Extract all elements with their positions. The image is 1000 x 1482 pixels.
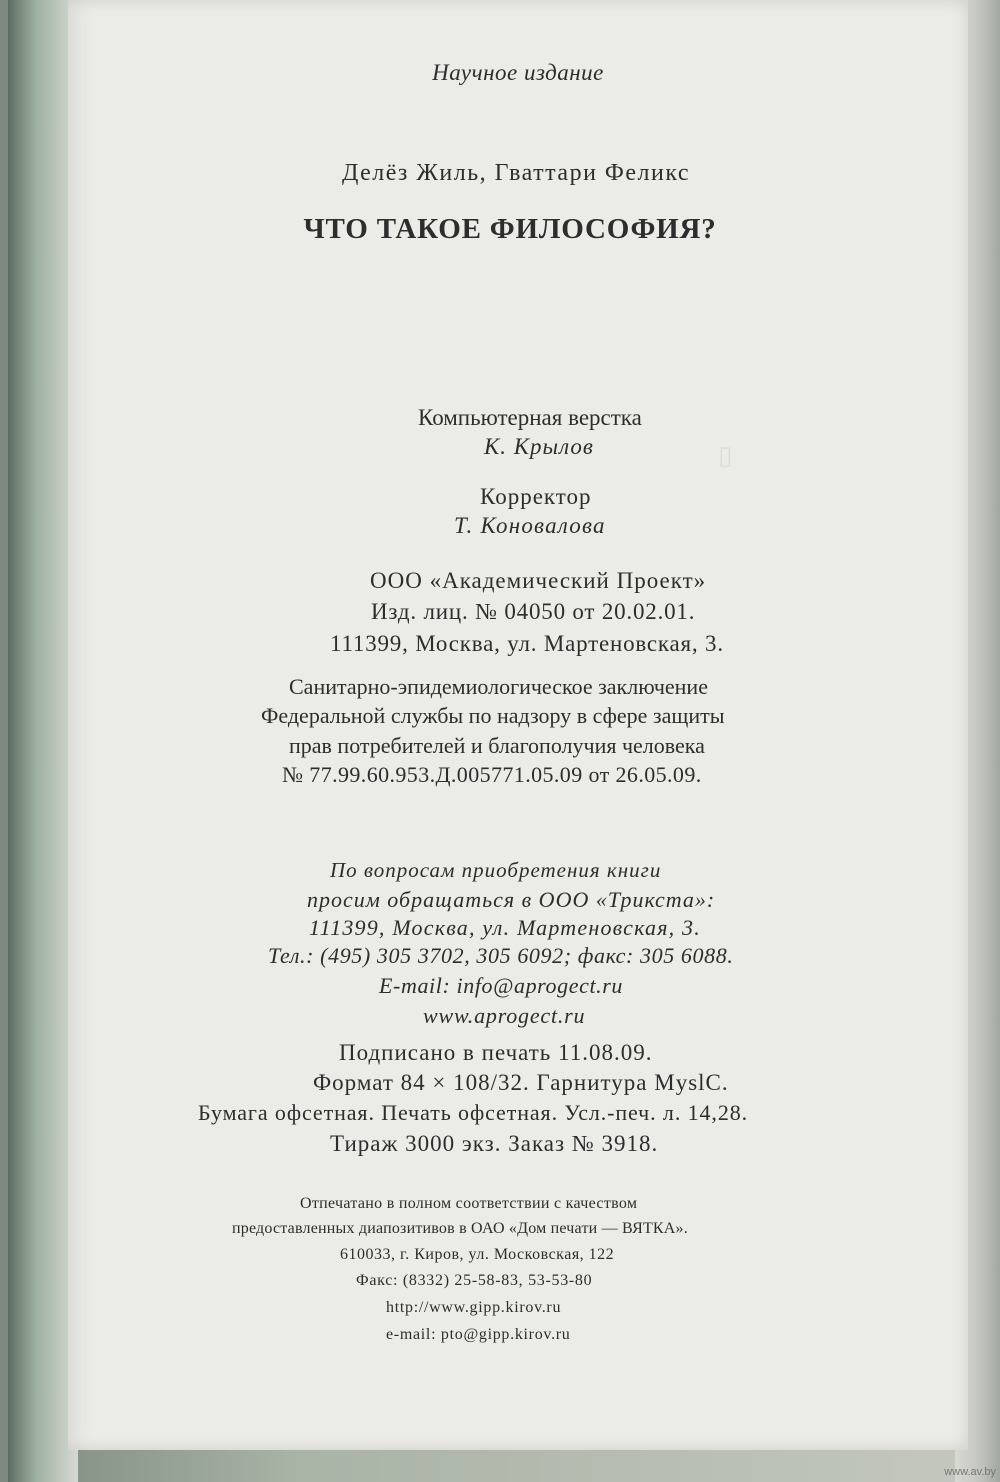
print-circulation: Тираж 3000 экз. Заказ № 3918. [330,1131,659,1156]
print-paper: Бумага офсетная. Печать офсетная. Усл.-печ. л. 14,28. [198,1100,749,1125]
publisher-name: ООО «Академический Проект» [370,568,707,593]
sanitary-line-4: № 77.99.60.953.Д.005771.05.09 от 26.05.09. [282,762,702,787]
printer-fax: Факс: (8332) 25-58-83, 53-53-80 [356,1272,593,1289]
printer-line-2: предоставленных диапозитивов в ОАО «Дом печати — ВЯТКА». [232,1220,688,1237]
authors: Делёз Жиль, Гваттари Феликс [341,160,691,186]
layout-credit-role: Компьютерная верстка [418,405,642,430]
colophon-page [68,0,968,1450]
purchase-website[interactable]: www.aprogect.ru [423,1003,586,1028]
purchase-email[interactable]: E-mail: info@aprogect.ru [379,973,624,998]
printer-address: 610033, г. Киров, ул. Московская, 122 [340,1246,615,1263]
printer-website[interactable]: http://www.gipp.kirov.ru [386,1299,562,1316]
watermark: www.av.by [944,1466,996,1478]
proof-credit-role: Корректор [480,484,592,509]
publisher-license: Изд. лиц. № 04050 от 20.02.01. [371,599,696,624]
show-through: ▯ [718,440,733,470]
layout-credit-name: К. Крылов [484,434,594,459]
print-format: Формат 84 × 108/32. Гарнитура MyslC. [313,1070,729,1095]
publisher-address: 111399, Москва, ул. Мартеновская, 3. [330,631,724,656]
purchase-line-2: просим обращаться в ООО «Трикста»: [307,887,716,912]
sanitary-line-1: Санитарно-эпидемиологическое заключение [289,674,708,699]
proof-credit-name: Т. Коновалова [454,513,606,538]
purchase-line-1: По вопросам приобретения книги [330,858,662,882]
sanitary-line-2: Федеральной службы по надзору в сфере защиты [261,703,725,728]
sanitary-line-3: прав потребителей и благополучия человека [289,733,705,758]
printer-email[interactable]: e-mail: pto@gipp.kirov.ru [386,1326,571,1343]
book-title: ЧТО ТАКОЕ ФИЛОСОФИЯ? [303,213,717,245]
purchase-phone: Тел.: (495) 305 3702, 305 6092; факс: 305 6088. [268,943,734,968]
purchase-line-3: 111399, Москва, ул. Мартеновская, 3. [309,915,701,940]
printer-line-1: Отпечатано в полном соответствии с качеством [300,1195,638,1212]
print-signed: Подписано в печать 11.08.09. [339,1040,653,1065]
series-label: Научное издание [432,60,604,85]
